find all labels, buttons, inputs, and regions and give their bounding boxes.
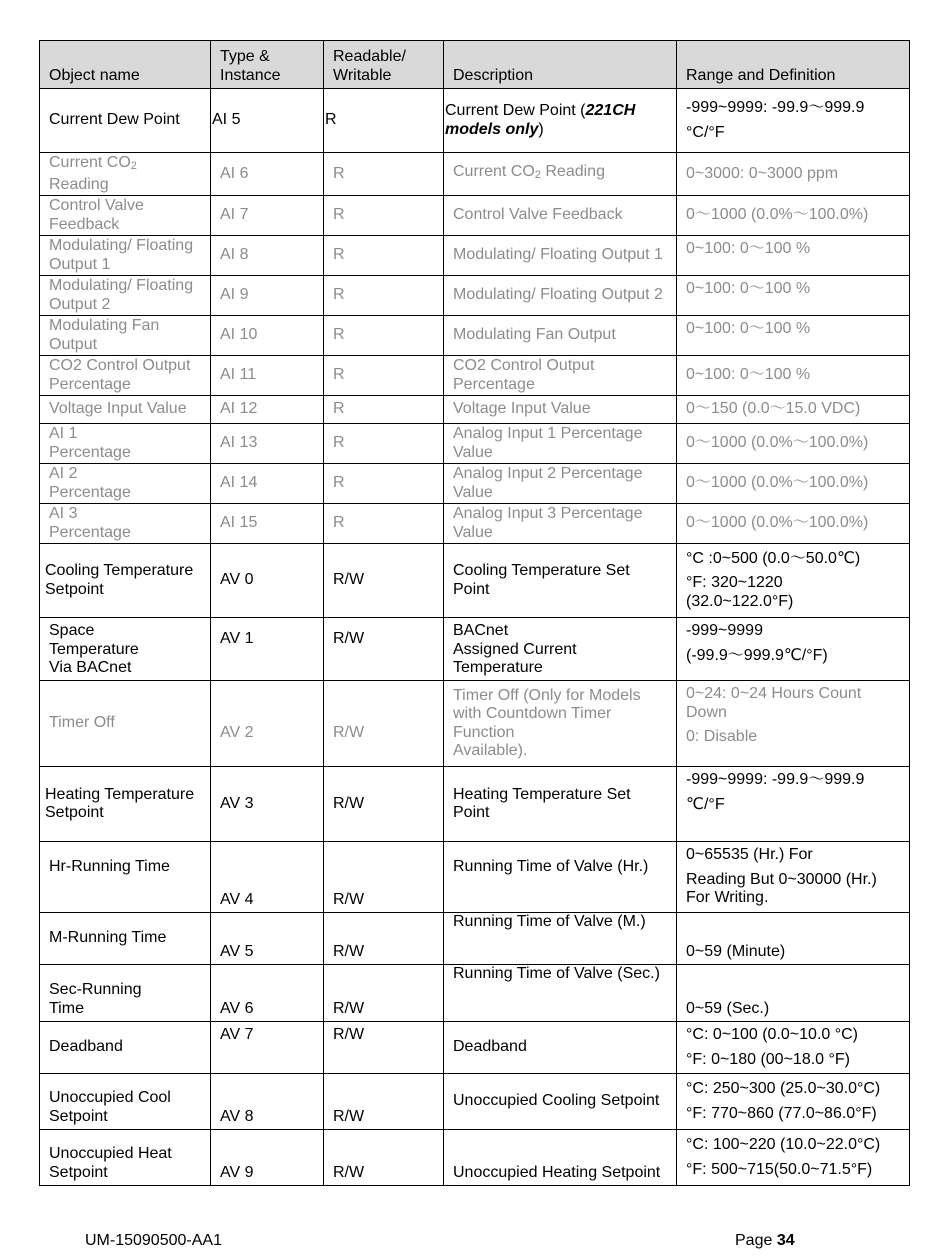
range-line: 0~100: 0～100 % [686, 280, 811, 297]
readable-writable-cell: R/W [324, 1074, 444, 1130]
footer-page-label: Page [735, 1232, 773, 1249]
range-cell [677, 424, 910, 464]
range-cell [677, 767, 910, 842]
readable-writable-cell: R/W [324, 842, 444, 913]
description-cell: Analog Input 1 Percentage Value [444, 424, 677, 464]
range-cell [677, 276, 910, 316]
object-name-cell: AI 1 Percentage [40, 424, 211, 464]
description-cell: Deadband [444, 1022, 677, 1074]
range-line: (-99.9～999.9℃/°F) [686, 646, 828, 664]
readable-writable-cell: R [324, 236, 444, 276]
type-instance-cell: AV 9 [211, 1130, 324, 1186]
range-line: 0～150 (0.0～15.0 VDC) [686, 400, 861, 418]
range-cell [677, 965, 910, 1022]
range-line: °F: 0~180 (00~18.0 °F) [686, 1050, 850, 1068]
readable-writable-cell: R/W [324, 767, 444, 842]
readable-writable-cell: R [324, 424, 444, 464]
description-cell: Running Time of Valve (M.) [444, 913, 677, 965]
object-name-cell: Timer Off [40, 681, 211, 767]
description-cell: Cooling Temperature Set Point [444, 544, 677, 618]
object-name-cell: Current Dew Point [40, 89, 211, 153]
object-name-cell: Unoccupied Heat Setpoint [40, 1130, 211, 1186]
description-cell: Current CO2 Reading [444, 153, 677, 196]
description-cell: CO2 Control Output Percentage [444, 356, 677, 396]
type-instance-cell: AI 11 [211, 356, 324, 396]
readable-writable-cell: R/W [324, 913, 444, 965]
readable-writable-cell: R [324, 276, 444, 316]
text-line: Temperature [49, 640, 139, 658]
range-cell [677, 316, 910, 356]
object-name-cell: Heating Temperature Setpoint [40, 767, 211, 842]
description-cell: Analog Input 3 Percentage Value [444, 504, 677, 544]
text-line: Sec-Running [49, 981, 142, 998]
type-instance-cell: AV 1 [211, 618, 324, 681]
range-line: 0~100: 0～100 % [686, 366, 811, 384]
table-row [40, 504, 910, 544]
readable-writable-cell: R [324, 504, 444, 544]
range-line: 0~59 (Sec.) [686, 999, 770, 1017]
type-instance-cell: AV 2 [211, 681, 324, 767]
type-instance-cell: AV 8 [211, 1074, 324, 1130]
range-cell [677, 1130, 910, 1186]
range-cell [677, 196, 910, 236]
readable-writable-cell: R [324, 153, 444, 196]
range-cell [677, 356, 910, 396]
header-object-name: Object name [40, 41, 211, 89]
description-cell: Analog Input 2 Percentage Value [444, 464, 677, 504]
range-cell: 0~65535 (Hr.) For Reading But 0~30000 (Hr.) For Writing. [677, 842, 910, 913]
description-cell: Voltage Input Value [444, 396, 677, 424]
range-line: 0～1000 (0.0%～100.0%) [686, 474, 869, 492]
readable-writable-cell: R/W [324, 1130, 444, 1186]
description-cell: Modulating/ Floating Output 2 [444, 276, 677, 316]
table-row [40, 316, 910, 356]
description-cell: Modulating Fan Output [444, 316, 677, 356]
table-row [40, 236, 910, 276]
range-line: 0~100: 0～100 % [686, 320, 811, 337]
table-row [40, 276, 910, 316]
readable-writable-cell: R [324, 316, 444, 356]
table-header-row [40, 41, 910, 89]
readable-writable-cell: R/W [324, 544, 444, 618]
description-cell: Running Time of Valve (Sec.) [444, 965, 677, 1022]
table-row [40, 89, 910, 153]
range-line: 0: Disable [686, 728, 758, 745]
range-line: 0～1000 (0.0%～100.0%) [686, 206, 869, 224]
range-line: 0~59 (Minute) [686, 942, 786, 960]
text-line: Via BACnet [49, 659, 132, 676]
range-cell [677, 681, 910, 767]
object-name-cell: Hr-Running Time [40, 842, 211, 913]
header-type-instance: Type & Instance [211, 41, 324, 89]
readable-writable-cell: R [324, 396, 444, 424]
table-row [40, 767, 910, 842]
table-row [40, 196, 910, 236]
range-cell [677, 1074, 910, 1130]
table-row [40, 544, 910, 618]
readable-writable-cell: R/W [324, 681, 444, 767]
text-line: with Countdown Timer [453, 705, 612, 722]
range-line: -999~9999: -99.9～999.9 [686, 771, 865, 788]
readable-writable-cell: R [324, 89, 444, 153]
table-row [40, 1074, 910, 1130]
description-cell: Modulating/ Floating Output 1 [444, 236, 677, 276]
type-instance-cell: AV 0 [211, 544, 324, 618]
object-name-cell: CO2 Control Output Percentage [40, 356, 211, 396]
table-row [40, 396, 910, 424]
range-line: °C: 250~300 (25.0~30.0°C) [686, 1080, 881, 1097]
text-line: Function [453, 723, 515, 741]
object-name-cell: Unoccupied Cool Setpoint [40, 1074, 211, 1130]
range-cell [677, 1022, 910, 1074]
range-cell: °C :0~500 (0.0～50.0℃) °F: 320~1220 (32.0~122.0°F) [677, 544, 910, 618]
readable-writable-cell: R/W [324, 1022, 444, 1074]
description-cell: Unoccupied Heating Setpoint [444, 1130, 677, 1186]
type-instance-cell: AI 13 [211, 424, 324, 464]
description-cell: Running Time of Valve (Hr.) [444, 842, 677, 913]
table-row [40, 965, 910, 1022]
range-cell [677, 153, 910, 196]
description-cell: Current Dew Point (221CH models only) [444, 89, 677, 153]
range-cell [677, 236, 910, 276]
text-line: Temperature [453, 659, 543, 676]
range-cell [677, 504, 910, 544]
type-instance-cell: AI 7 [211, 196, 324, 236]
header-range-definition: Range and Definition [677, 41, 910, 89]
description-cell [444, 681, 677, 767]
table-row [40, 1130, 910, 1186]
type-instance-cell: AV 4 [211, 842, 324, 913]
readable-writable-cell: R [324, 196, 444, 236]
object-name-cell: Modulating Fan Output [40, 316, 211, 356]
range-line: °C: 0~100 (0.0~10.0 °C) [686, 1026, 859, 1043]
range-line: -999~9999: -99.9～999.9 [686, 99, 865, 116]
text-line: Space [49, 622, 95, 639]
footer-doc-id: UM-15090500-AA1 [85, 1232, 222, 1249]
range-line: °F: 500~715(50.0~71.5°F) [686, 1160, 873, 1178]
footer-page [735, 1232, 795, 1250]
text-line: Available). [453, 742, 528, 759]
range-line: -999~9999 [686, 622, 763, 639]
table-row [40, 842, 910, 913]
range-line: °C/°F [686, 123, 725, 141]
description-cell [444, 618, 677, 681]
readable-writable-cell: R/W [324, 965, 444, 1022]
text-line: Assigned Current [453, 640, 577, 658]
type-instance-cell: AI 6 [211, 153, 324, 196]
range-line: 0~3000: 0~3000 ppm [686, 164, 839, 182]
table-row [40, 681, 910, 767]
type-instance-cell: AI 15 [211, 504, 324, 544]
description-cell: Unoccupied Cooling Setpoint [444, 1074, 677, 1130]
type-instance-cell: AI 9 [211, 276, 324, 316]
object-name-cell: M-Running Time [40, 913, 211, 965]
object-name-cell: AI 2 Percentage [40, 464, 211, 504]
range-cell [677, 89, 910, 153]
range-line: 0～1000 (0.0%～100.0%) [686, 434, 869, 452]
range-line: 0~24: 0~24 Hours Count Down [686, 685, 862, 721]
object-name-cell: AI 3 Percentage [40, 504, 211, 544]
object-name-cell: Modulating/ Floating Output 1 [40, 236, 211, 276]
range-line: 0～1000 (0.0%～100.0%) [686, 514, 869, 532]
table-row [40, 913, 910, 965]
range-line: °F: 770~860 (77.0~86.0°F) [686, 1104, 877, 1122]
table-row [40, 1022, 910, 1074]
type-instance-cell: AI 5 [211, 89, 324, 153]
object-name-cell: Voltage Input Value [40, 396, 211, 424]
range-cell [677, 396, 910, 424]
text-line: BACnet [453, 622, 509, 639]
object-name-cell [40, 618, 211, 681]
type-instance-cell: AV 6 [211, 965, 324, 1022]
table-row [40, 153, 910, 196]
table-row [40, 464, 910, 504]
footer-page-number: 34 [776, 1232, 795, 1249]
range-cell [677, 464, 910, 504]
type-instance-cell: AI 8 [211, 236, 324, 276]
header-readable-writable: Readable/ Writable [324, 41, 444, 89]
object-name-cell: Deadband [40, 1022, 211, 1074]
object-name-cell: Current CO2 Reading [40, 153, 211, 196]
type-instance-cell: AI 12 [211, 396, 324, 424]
table-row [40, 618, 910, 681]
text-line: Timer Off (Only for Models [453, 686, 641, 704]
description-cell: Control Valve Feedback [444, 196, 677, 236]
readable-writable-cell: R [324, 464, 444, 504]
range-cell [677, 913, 910, 965]
text-line: Time [49, 999, 84, 1017]
readable-writable-cell: R [324, 356, 444, 396]
table-row [40, 356, 910, 396]
type-instance-cell: AI 10 [211, 316, 324, 356]
object-name-cell [40, 965, 211, 1022]
table-row [40, 424, 910, 464]
range-line: °C: 100~220 (10.0~22.0°C) [686, 1136, 881, 1153]
type-instance-cell: AV 5 [211, 913, 324, 965]
range-line: ℃/°F [686, 795, 725, 813]
object-name-cell: Modulating/ Floating Output 2 [40, 276, 211, 316]
type-instance-cell: AI 14 [211, 464, 324, 504]
range-cell [677, 618, 910, 681]
readable-writable-cell: R/W [324, 618, 444, 681]
header-description: Description [444, 41, 677, 89]
bacnet-object-table [39, 40, 910, 1186]
type-instance-cell: AV 3 [211, 767, 324, 842]
type-instance-cell: AV 7 [211, 1022, 324, 1074]
object-name-cell: Control Valve Feedback [40, 196, 211, 236]
description-cell: Heating Temperature Set Point [444, 767, 677, 842]
range-line: 0~100: 0～100 % [686, 240, 811, 257]
object-name-cell: Cooling Temperature Setpoint [40, 544, 211, 618]
